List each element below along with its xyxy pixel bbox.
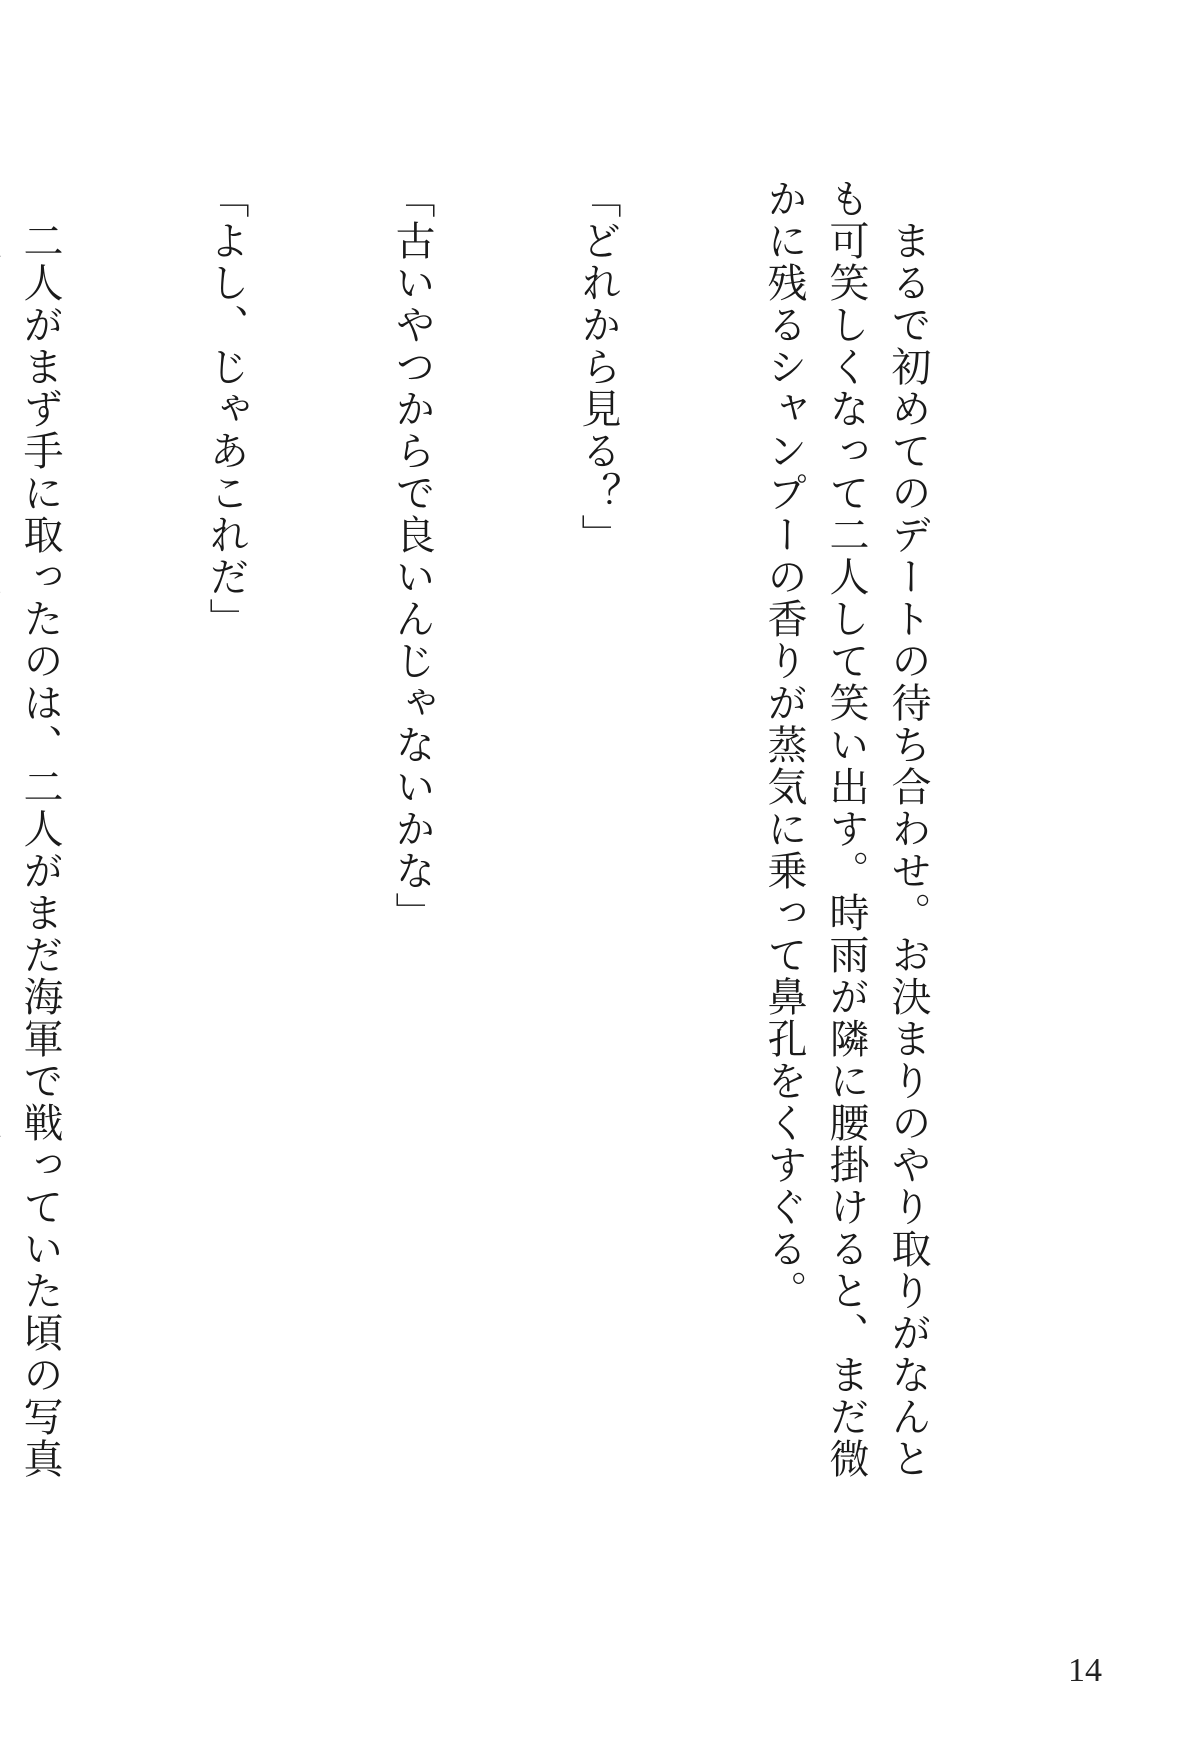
- paragraph-narration-1: まるで初めてのデートの待ち合わせ。お決まりのやり取りがなんとも可笑しくなって二人して笑い出す。時雨が隣に腰掛けると、まだ微かに残るシャンプーの香りが蒸気に乗って鼻孔をくすぐる。: [761, 178, 931, 1480]
- dialogue-line-3: 「よし、じゃあこれだ」: [203, 178, 249, 640]
- dialogue-line-1: 「どれから見る？」: [575, 178, 621, 556]
- paragraph-narration-2: 二人がまず手に取ったのは、二人がまだ海軍で戦っていた頃の写真: [17, 220, 63, 1480]
- page-number: 14: [1068, 1652, 1102, 1689]
- body-text: [0, 178, 1063, 1518]
- dialogue-line-2: 「古いやつからで良いんじゃないかな」: [389, 178, 435, 934]
